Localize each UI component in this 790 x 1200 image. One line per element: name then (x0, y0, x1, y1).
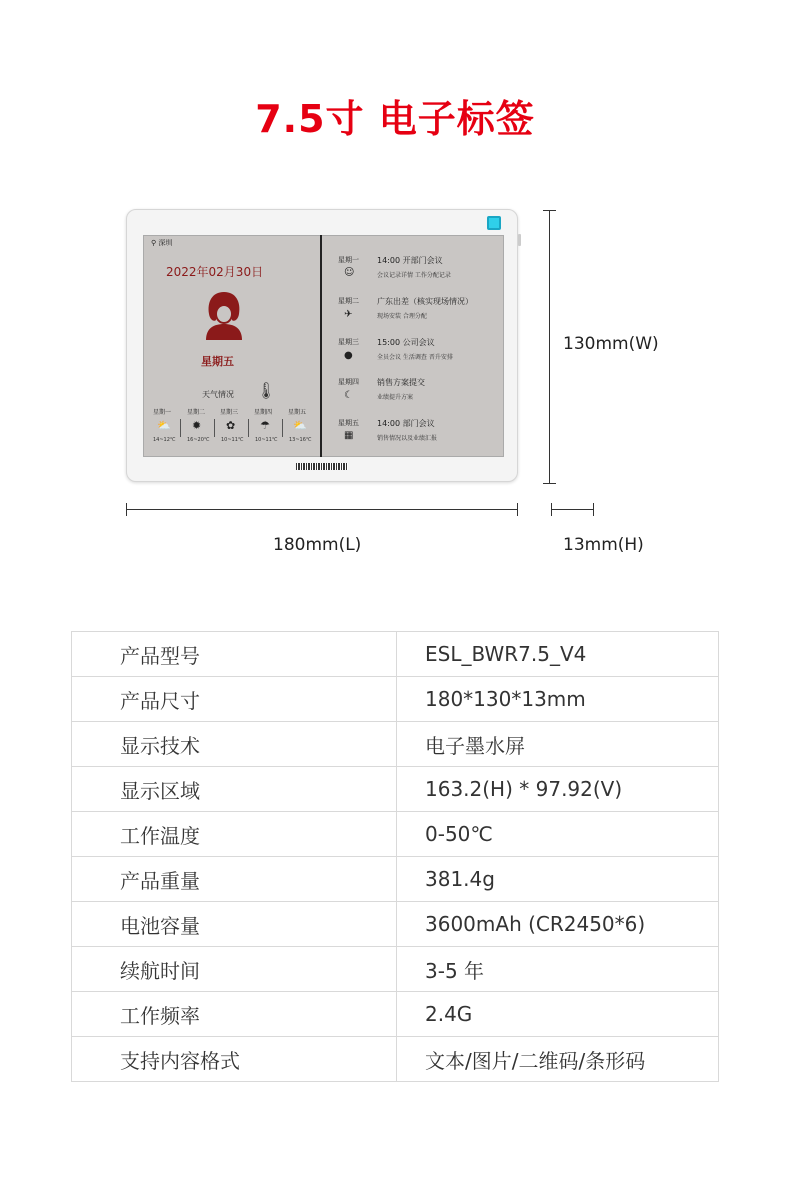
partly-cloudy-icon: ⛅ (293, 419, 307, 432)
forecast-day: 星期一 (153, 409, 172, 416)
forecast-separator (282, 419, 283, 437)
table-row (72, 902, 719, 947)
screen-divider (320, 235, 322, 457)
rain-icon: ☂ (260, 419, 270, 432)
width-dimension-cap (543, 210, 556, 211)
spec-value: 文本/图片/二维码/条形码 (397, 1037, 719, 1082)
spec-key: 电池容量 (72, 902, 397, 947)
thermometer-icon: 🌡 (256, 381, 277, 400)
event-day: 星期三 (338, 338, 359, 346)
forecast-temp: 10~11℃ (221, 437, 244, 443)
chat-icon: ● (344, 350, 353, 361)
spec-value: ESL_BWR7.5_V4 (397, 632, 719, 677)
event-title: 14:00 开部门会议 (377, 256, 443, 265)
spec-key: 产品重量 (72, 857, 397, 902)
table-row (72, 992, 719, 1037)
device-barcode (296, 463, 348, 470)
spec-value: 381.4g (397, 857, 719, 902)
forecast-day: 星期二 (187, 409, 206, 416)
forecast-temp: 16~20℃ (187, 437, 210, 443)
width-dimension-cap (543, 483, 556, 484)
event-desc: 会议记录详情 工作分配记录 (377, 272, 451, 279)
forecast-separator (180, 419, 181, 437)
page-title: 7.5寸 电子标签 (255, 97, 535, 141)
height-dimension-cap (593, 503, 594, 516)
table-row (72, 812, 719, 857)
forecast-temp: 10~11℃ (255, 437, 278, 443)
windy-icon: ✿ (226, 419, 236, 432)
spec-value: 3600mAh (CR2450*6) (397, 902, 719, 947)
spec-key: 产品尺寸 (72, 677, 397, 722)
smile-icon: ☺ (344, 267, 355, 278)
forecast-day: 星期五 (288, 409, 307, 416)
screen-date: 2022年02月30日 (166, 265, 264, 279)
forecast-separator (214, 419, 215, 437)
table-row (72, 677, 719, 722)
forecast-temp: 14~12℃ (153, 437, 176, 443)
forecast-day: 星期四 (254, 409, 273, 416)
width-dimension-line (549, 210, 550, 484)
spec-key: 显示技术 (72, 722, 397, 767)
forecast-temp: 13~16℃ (289, 437, 312, 443)
length-dimension-line (126, 509, 518, 510)
event-title: 15:00 公司会议 (377, 338, 435, 347)
table-row (72, 722, 719, 767)
event-desc: 全员会议 生活调查 晋升安排 (377, 354, 453, 361)
event-day: 星期二 (338, 297, 359, 305)
moon-icon: ☾ (344, 390, 353, 401)
spec-key: 产品型号 (72, 632, 397, 677)
table-row (72, 1037, 719, 1082)
table-row (72, 857, 719, 902)
sunny-icon: ✹ (192, 419, 202, 432)
forecast-day: 星期三 (220, 409, 239, 416)
spec-value: 2.4G (397, 992, 719, 1037)
spec-value: 163.2(H) * 97.92(V) (397, 767, 719, 812)
plane-icon: ✈ (344, 309, 353, 320)
event-day: 星期四 (338, 378, 359, 386)
spec-key: 续航时间 (72, 947, 397, 992)
spec-value: 3-5 年 (397, 947, 719, 992)
table-row (72, 632, 719, 677)
spec-key: 显示区域 (72, 767, 397, 812)
length-dimension-cap (126, 503, 127, 516)
table-row (72, 767, 719, 812)
event-title: 广东出差（核实现场情况） (377, 297, 473, 306)
event-title: 销售方案提交 (377, 378, 425, 387)
building-icon: ▦ (344, 430, 354, 441)
forecast-separator (248, 419, 249, 437)
location-label (151, 238, 172, 248)
spec-value: 电子墨水屏 (397, 722, 719, 767)
height-label: 13mm(H) (563, 535, 644, 555)
spec-table (71, 631, 719, 1082)
spec-key: 工作温度 (72, 812, 397, 857)
avatar-icon (202, 290, 246, 340)
spec-value: 0-50℃ (397, 812, 719, 857)
spec-value: 180*130*13mm (397, 677, 719, 722)
height-dimension-cap (551, 503, 552, 516)
event-title: 14:00 部门会议 (377, 419, 435, 428)
length-dimension-cap (517, 503, 518, 516)
spec-key: 支持内容格式 (72, 1037, 397, 1082)
event-desc: 现场安装 合理分配 (377, 313, 427, 320)
width-label: 130mm(W) (563, 334, 659, 354)
side-button (518, 234, 521, 246)
event-desc: 销售情况以及业绩汇报 (377, 435, 438, 442)
event-desc: 业绩提升方案 (377, 394, 414, 401)
table-row (72, 947, 719, 992)
weather-title: 天气情况 (202, 390, 234, 399)
spec-key: 工作频率 (72, 992, 397, 1037)
partly-cloudy-icon: ⛅ (157, 419, 171, 432)
screen-weekday: 星期五 (201, 355, 234, 368)
length-label: 180mm(L) (273, 535, 362, 555)
location-pin-icon: ⚲ (151, 239, 157, 247)
event-day: 星期一 (338, 256, 359, 264)
event-day: 星期五 (338, 419, 359, 427)
status-led (487, 216, 501, 230)
height-dimension-line (551, 509, 594, 510)
location-text: 深圳 (158, 239, 173, 247)
